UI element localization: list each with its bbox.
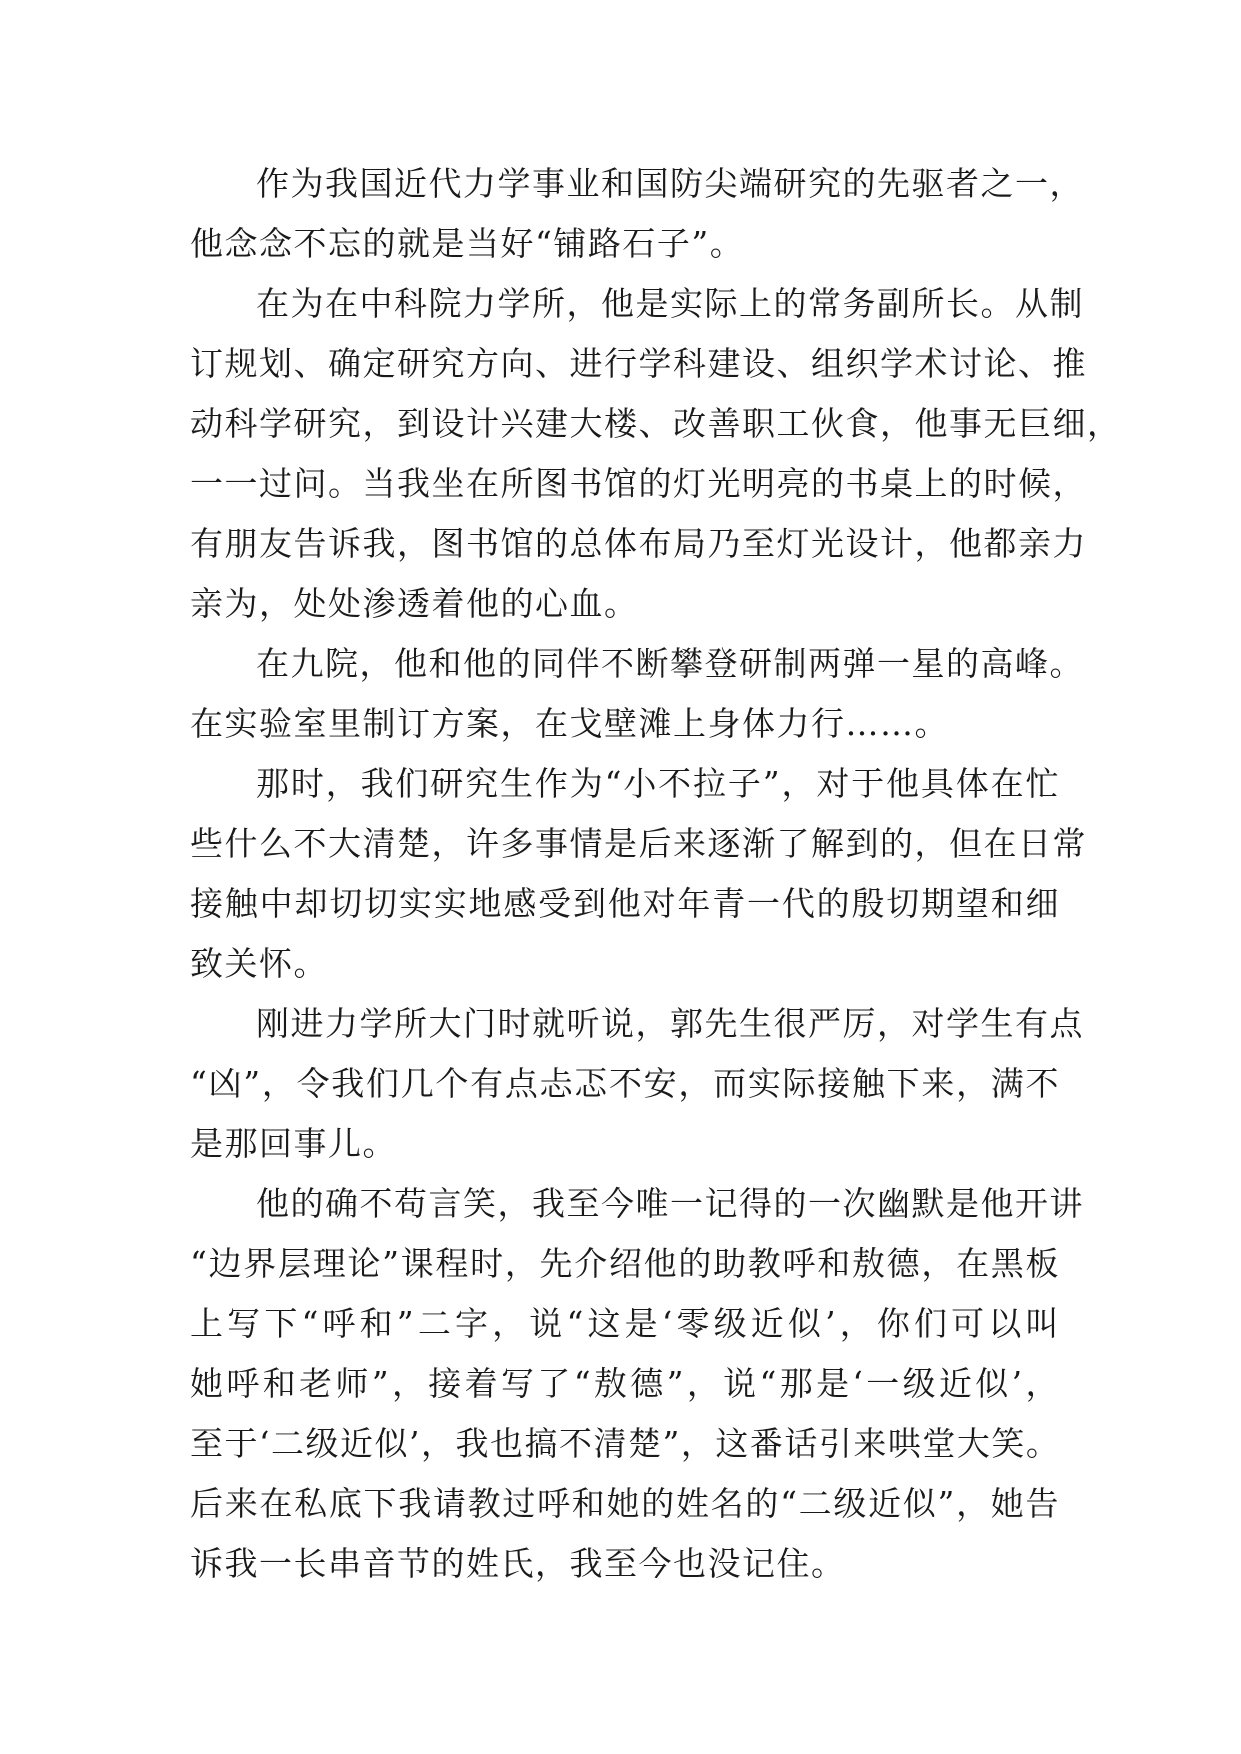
text-line: 至于‘二级近似’，我也搞不清楚”，这番话引来哄堂大笑。 [190,1424,1061,1463]
text-line: 动科学研究，到设计兴建大楼、改善职工伙食，他事无巨细， [190,404,1122,443]
text-line: 诉我一长串音节的姓氏，我至今也没记住。 [190,1544,846,1583]
text-line: 作为我国近代力学事业和国防尖端研究的先驱者之一， [256,164,1084,203]
text-line: 在为在中科院力学所，他是实际上的常务副所长。从制 [256,284,1084,323]
text-line: 在九院，他和他的同伴不断攀登研制两弹一星的高峰。 [256,644,1084,683]
text-line: 后来在私底下我请教过呼和她的姓名的“二级近似”，她告 [190,1484,1060,1523]
body-text [190,154,1122,1594]
text-line: 那时，我们研究生作为“小不拉子”，对于他具体在忙 [256,764,1060,803]
text-line: 亲为，处处渗透着他的心血。 [190,584,639,623]
text-line: 是那回事儿。 [190,1124,397,1163]
text-line: 接触中却切切实实地感受到他对年青一代的殷切期望和细 [190,884,1060,923]
text-line: 她呼和老师”，接着写了“敖德”，说“那是‘一级近似’， [190,1364,1060,1403]
text-line: 订规划、确定研究方向、进行学科建设、组织学术讨论、推 [190,344,1087,383]
text-line: 致关怀。 [190,944,328,983]
text-line: “凶”，令我们几个有点忐忑不安，而实际接触下来，满不 [190,1064,1060,1103]
text-line: “边界层理论”课程时，先介绍他的助教呼和敖德，在黑板 [190,1244,1060,1283]
text-line: 刚进力学所大门时就听说，郭先生很严厉，对学生有点 [256,1004,1084,1043]
text-line: 他的确不苟言笑，我至今唯一记得的一次幽默是他开讲 [256,1184,1084,1223]
text-line: 些什么不大清楚，许多事情是后来逐渐了解到的，但在日常 [190,824,1087,863]
text-line: 有朋友告诉我，图书馆的总体布局乃至灯光设计，他都亲力 [190,524,1087,563]
text-line: 上写下“呼和”二字，说“这是‘零级近似’，你们可以叫 [190,1304,1060,1343]
text-line: 他念念不忘的就是当好“铺路石子”。 [190,224,745,263]
text-line: 一一过问。当我坐在所图书馆的灯光明亮的书桌上的时候， [190,464,1087,503]
text-line: 在实验室里制订方案，在戈壁滩上身体力行……。 [190,704,949,743]
